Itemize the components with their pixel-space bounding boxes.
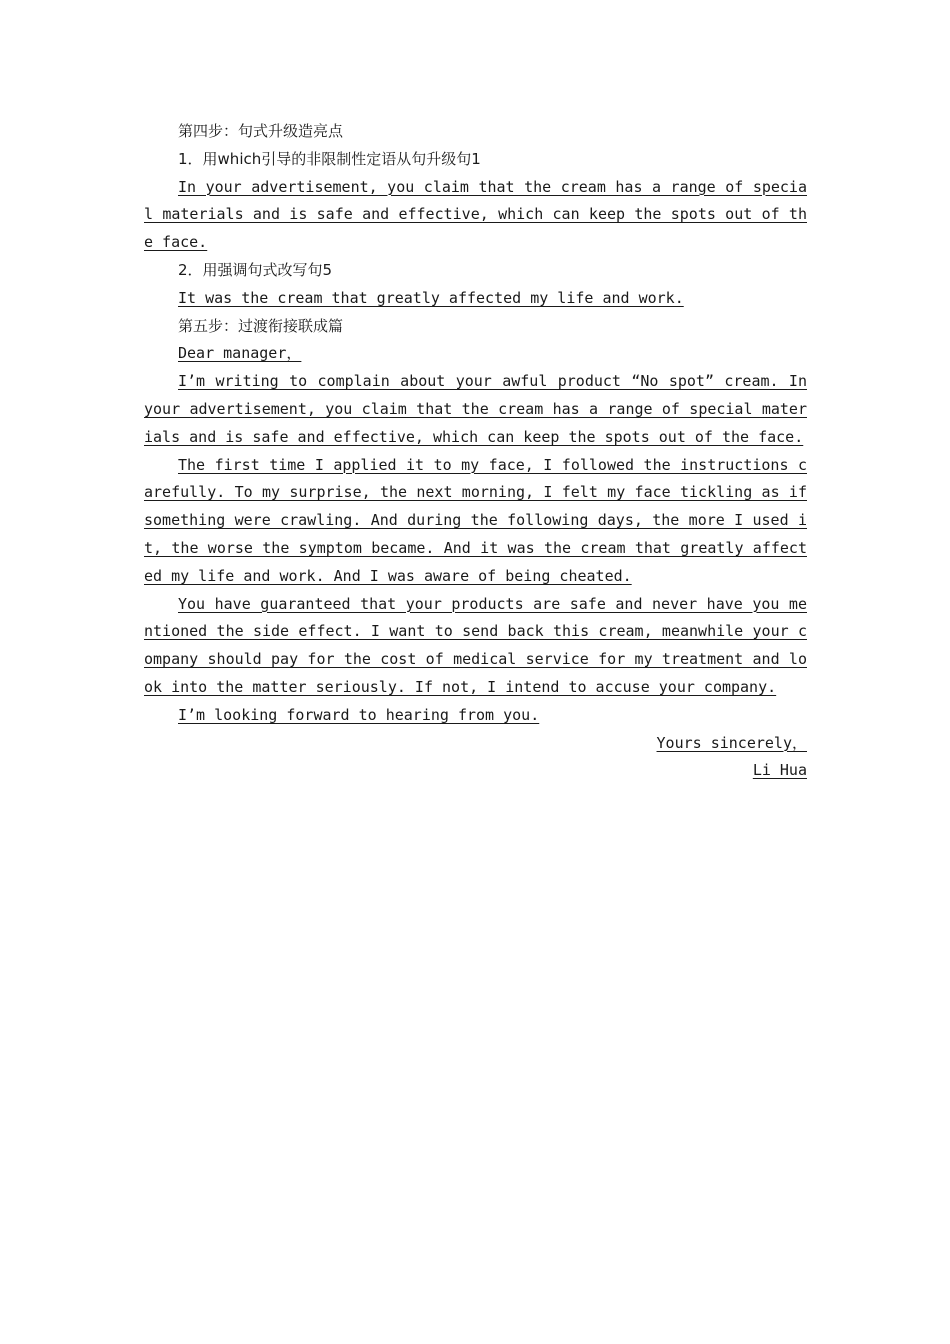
letter-paragraph-text: I’m looking forward to hearing from you. (178, 705, 540, 724)
letter-paragraph (144, 452, 807, 591)
step4-item1-sentence: In your advertisement, you claim that the cream has a range of special materials and is safe and effective, which can keep the spots out of the face. (144, 177, 807, 252)
letter-paragraph (144, 368, 807, 451)
letter-paragraph (144, 591, 807, 702)
step4-item1-answer (144, 174, 807, 257)
letter-paragraph-text: The first time I applied it to my face, I followed the instructions carefully. To my surprise, the next morning, I felt my face tickling as if something were crawling. And during the following days, the more I used it, the worse the symptom became. And it was the cream that greatly affected my life and work. And I was aware of being cheated. (144, 455, 807, 585)
step4-item2-answer (144, 285, 807, 313)
letter-salutation: Dear manager， (178, 344, 302, 363)
letter-closing: Yours sincerely， (656, 733, 807, 752)
letter-salutation-line (144, 340, 807, 368)
letter-signature: Li Hua (752, 761, 807, 780)
step4-item2-sentence: It was the cream that greatly affected my life and work. (178, 288, 684, 307)
step5-heading: 第五步：过渡衔接联成篇 (178, 316, 344, 335)
letter-paragraph-text: You have guaranteed that your products are safe and never have you mentioned the side effect. I want to send back this cream, meanwhile your company should pay for the cost of medical service for my treatment and look into the matter seriously. If not, I intend to accuse your company. (144, 594, 807, 696)
step4-heading: 第四步：句式升级造亮点 (178, 122, 344, 140)
letter-paragraph-text: I’m writing to complain about your awful product “No spot” cream. In your advertisement, you claim that the cream has a range of special materials and is safe and effective, which can keep the spots out of the face. (144, 372, 807, 446)
letter-signature-line (144, 757, 807, 785)
letter-closing-line (144, 730, 807, 758)
letter-paragraph (144, 702, 807, 730)
step4-item1-title: 1．用which引导的非限制性定语从句升级句1 (178, 149, 481, 168)
document-page (144, 118, 807, 785)
step4-item2-title: 2．用强调句式改写句5 (178, 260, 333, 279)
